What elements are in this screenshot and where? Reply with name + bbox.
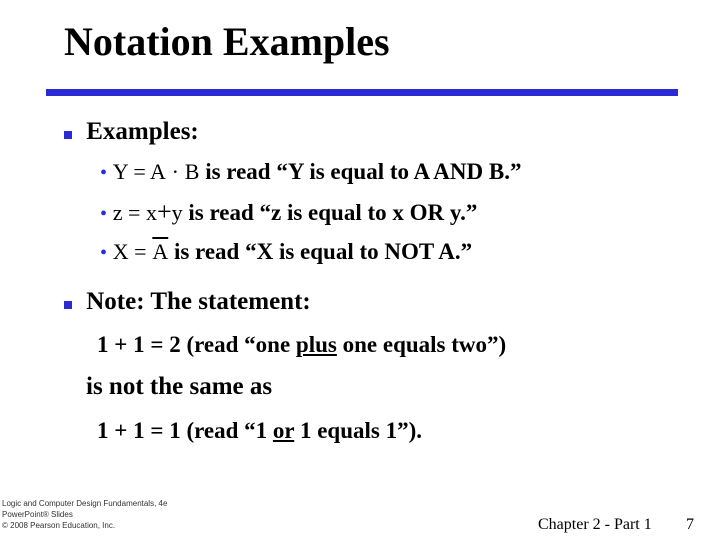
expr-a: Y = A bbox=[112, 159, 166, 184]
note-line-1-post: one equals two”) bbox=[336, 332, 507, 357]
plus-underlined: plus bbox=[295, 332, 337, 357]
item-text: is read “X is equal to NOT A.” bbox=[168, 239, 473, 264]
expr-a: z = x bbox=[112, 200, 157, 225]
note-heading: Note: The statement: bbox=[86, 288, 311, 315]
not-a-overline: $\overline{A}$ bbox=[152, 239, 169, 264]
footer-page-number: 7 bbox=[686, 516, 694, 533]
note-line-2-pre: 1 + 1 = 1 (read “1 bbox=[97, 418, 273, 443]
item-text: is read “Y is equal to A AND B.” bbox=[199, 159, 522, 184]
note-line-1 bbox=[97, 330, 506, 360]
note-line-2-post: 1 equals 1”). bbox=[294, 418, 423, 443]
example-item-3 bbox=[100, 237, 472, 268]
expr-b: y bbox=[171, 200, 183, 225]
dot-bullet-icon: • bbox=[100, 242, 108, 264]
and-operator: · bbox=[171, 159, 179, 184]
note-line-1-pre: 1 + 1 = 2 (read “one bbox=[97, 332, 296, 357]
dot-bullet-icon: • bbox=[100, 203, 108, 225]
note-heading-line bbox=[64, 286, 311, 318]
slide-title: Notation Examples bbox=[64, 19, 390, 64]
examples-heading-line bbox=[64, 116, 199, 148]
footer-source: Logic and Computer Design Fundamentals, 4e PowerPoint® Slides © 2008 Pearson Education, Inc. bbox=[2, 499, 168, 530]
note-middle: is not the same as bbox=[86, 373, 273, 400]
examples-heading: Examples: bbox=[86, 118, 199, 145]
footer-chapter: Chapter 2 - Part 1 bbox=[538, 516, 652, 533]
example-item-2 bbox=[100, 197, 477, 229]
example-item-1 bbox=[100, 157, 521, 188]
title-rule bbox=[46, 89, 678, 96]
expr-a: X = bbox=[112, 239, 147, 264]
or-operator: + bbox=[156, 197, 172, 226]
square-bullet-icon bbox=[64, 131, 72, 139]
or-underlined: or bbox=[272, 418, 295, 443]
item-text: is read “z is equal to x OR y.” bbox=[182, 200, 478, 225]
square-bullet-icon bbox=[64, 301, 72, 309]
expr-b: B bbox=[184, 159, 200, 184]
dot-bullet-icon: • bbox=[100, 162, 108, 184]
note-line-2 bbox=[97, 416, 422, 446]
